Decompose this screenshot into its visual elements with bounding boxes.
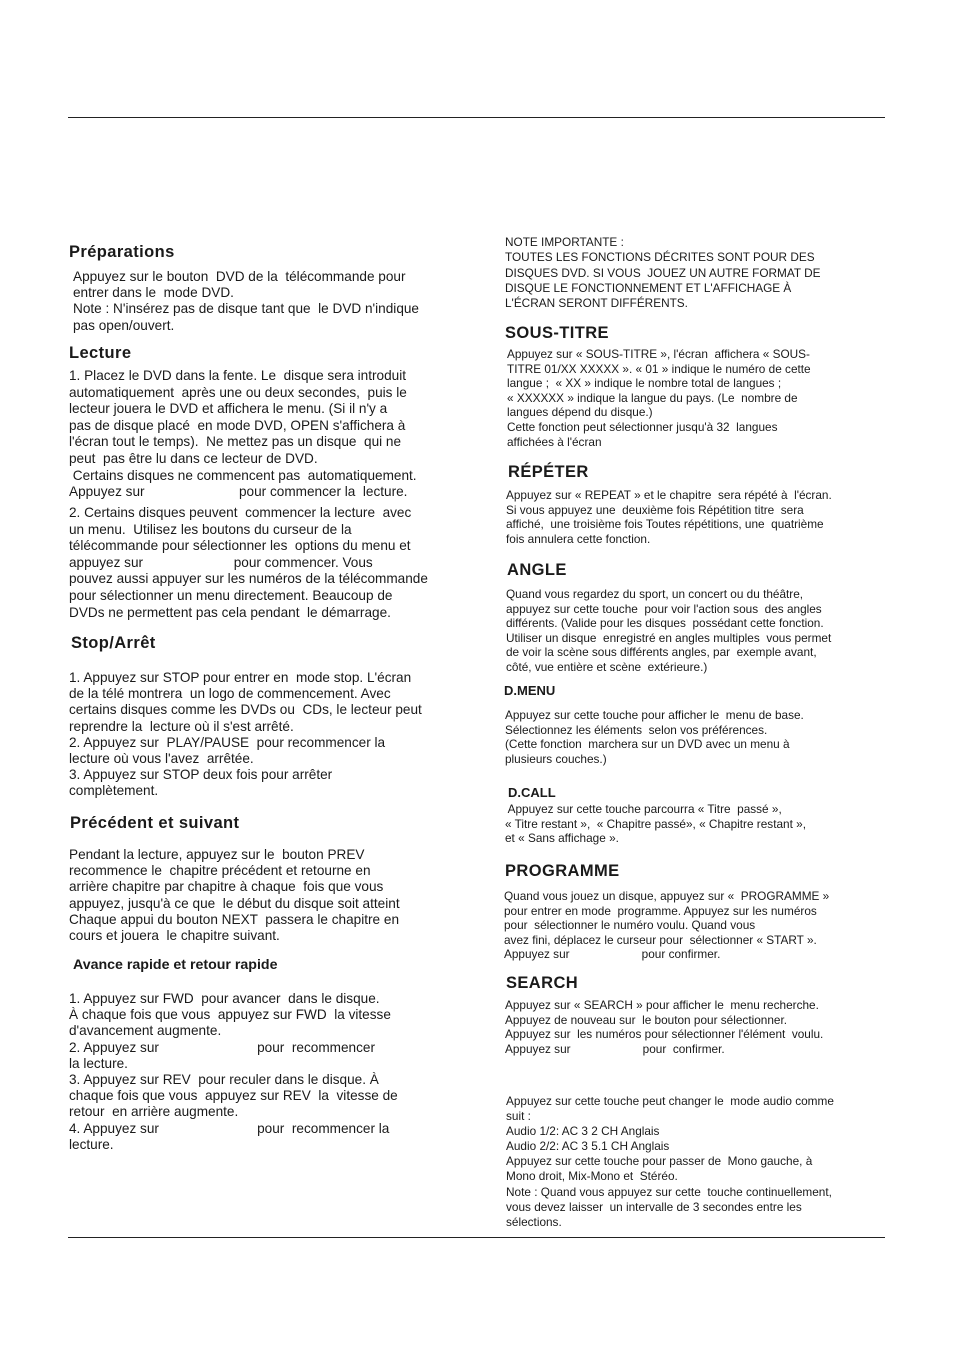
text-line: cours et jouera le chapitre suivant. bbox=[69, 927, 280, 943]
sous-titre-text bbox=[507, 349, 811, 451]
text-line: Mono droit, Mix-Mono et Stéréo. bbox=[506, 1169, 678, 1184]
text-line: reprendre la lecture où il s'est arrêté. bbox=[69, 718, 294, 734]
text-line: affiché, une troisième fois Toutes répétitions, une quatrième bbox=[506, 517, 824, 532]
text-line: Pendant la lecture, appuyez sur le bouton PREV bbox=[69, 847, 365, 862]
text-line: Appuyez sur pour commencer la lecture. bbox=[69, 484, 408, 500]
text-line: 1. Placez le DVD dans la fente. Le disque sera introduit bbox=[69, 368, 407, 383]
text-line: Note : N'insérez pas de disque tant que le DVD n'indique bbox=[73, 301, 419, 317]
text-line: affichées à l'écran bbox=[507, 434, 602, 449]
text-line: DISQUE LE FONCTIONNEMENT ET L'AFFICHAGE À bbox=[505, 280, 792, 295]
text-line: côté, vue entière et scène extérieure.) bbox=[506, 659, 708, 674]
text-line: suit : bbox=[506, 1109, 531, 1124]
text-line: langues dépend du disque.) bbox=[507, 405, 653, 420]
preparations-text bbox=[73, 270, 419, 335]
text-line: recommence le chapitre précédent et retourne en bbox=[69, 863, 371, 879]
text-line: pour sélectionner le numéro voulu. Quand vous bbox=[504, 918, 756, 933]
angle-text bbox=[506, 589, 831, 677]
text-line: Appuyez sur « REPEAT » et le chapitre sera répété à l'écran. bbox=[506, 488, 832, 502]
text-line: entrer dans le mode DVD. bbox=[73, 285, 234, 301]
text-line: DISQUES DVD. SI VOUS JOUEZ UN AUTRE FORMAT DE bbox=[505, 265, 821, 280]
text-line: Appuyez sur les numéros pour sélectionner l'élément voulu. bbox=[505, 1027, 824, 1042]
top-rule bbox=[68, 117, 885, 118]
text-line: Quand vous jouez un disque, appuyez sur « PROGRAMME » bbox=[504, 889, 830, 903]
heading-angle: ANGLE bbox=[507, 561, 567, 579]
text-line: vous devez laisser un intervalle de 3 secondes entre les bbox=[506, 1199, 802, 1214]
text-line: 3. Appuyez sur REV pour reculer dans le disque. À bbox=[69, 1071, 379, 1087]
heading-sous-titre: SOUS-TITRE bbox=[505, 324, 609, 342]
text-line: 1. Appuyez sur FWD pour avancer dans le disque. bbox=[69, 991, 380, 1006]
text-line: Appuyez sur le bouton DVD de la télécommande pour bbox=[73, 269, 406, 284]
lecture-text-2 bbox=[69, 506, 428, 622]
text-line: différents. (Valide pour les disques possédant cette fonction. bbox=[506, 616, 824, 631]
text-line: pouvez aussi appuyer sur les numéros de la télécommande bbox=[69, 571, 428, 587]
text-line: sélections. bbox=[506, 1214, 562, 1229]
text-line: télécommande pour sélectionner les options du menu et bbox=[69, 538, 411, 554]
text-line: pas de disque placé en mode DVD, OPEN s'affichera à bbox=[69, 417, 406, 433]
text-line: Audio 2/2: AC 3 5.1 CH Anglais bbox=[506, 1139, 670, 1154]
text-line: Si vous appuyez une deuxième fois Répétition titre sera bbox=[506, 502, 804, 517]
audio-text bbox=[506, 1096, 834, 1232]
search-text bbox=[505, 1000, 823, 1058]
text-line: lecteur jouera le DVD et affichera le menu. (Si il n'y a bbox=[69, 401, 388, 417]
heading-d-call: D.CALL bbox=[508, 785, 556, 800]
text-line: TOUTES LES FONCTIONS DÉCRITES SONT POUR DES bbox=[505, 250, 815, 265]
text-line: l'écran tout le temps). Ne mettez pas un disque qui ne bbox=[69, 434, 402, 450]
text-line: Certains disques ne commencent pas automatiquement. bbox=[69, 467, 417, 483]
text-line: « Titre restant », « Chapitre passé», « Chapitre restant », bbox=[505, 816, 806, 831]
text-line: et « Sans affichage ». bbox=[505, 831, 619, 846]
text-line: Appuyez sur cette touche pour afficher le menu de base. bbox=[505, 708, 804, 722]
lecture-text-1 bbox=[69, 369, 417, 502]
text-line: 2. Certains disques peuvent commencer la lecture avec bbox=[69, 505, 412, 520]
text-line: plusieurs couches.) bbox=[505, 751, 607, 766]
text-line: de voir la scène sous différents angles, par exemple avant, bbox=[506, 645, 817, 660]
text-line: Appuyez sur cette touche peut changer le mode audio comme bbox=[506, 1094, 834, 1108]
text-line: lecture où vous l'avez arrêtée. bbox=[69, 750, 254, 766]
text-line: Appuyez sur cette touche parcourra « Titre passé », bbox=[505, 802, 782, 816]
text-line: Quand vous regardez du sport, un concert ou du théâtre, bbox=[506, 587, 804, 601]
prev-next-text bbox=[69, 848, 400, 945]
text-line: NOTE IMPORTANTE : bbox=[505, 235, 624, 249]
stop-text bbox=[69, 671, 422, 801]
text-line: arrière chapitre par chapitre à chaque fois que vous bbox=[69, 879, 384, 895]
text-line: TITRE 01/XX XXXXX ». « 01 » indique le numéro de cette bbox=[507, 361, 811, 376]
heading-programme: PROGRAMME bbox=[505, 862, 620, 880]
text-line: d'avancement augmente. bbox=[69, 1023, 222, 1039]
text-line: Sélectionnez les éléments selon vos préférences. bbox=[505, 722, 768, 737]
d-menu-text bbox=[505, 710, 804, 768]
text-line: À chaque fois que vous appuyez sur FWD la vitesse bbox=[69, 1007, 391, 1023]
text-line: Appuyez sur pour confirmer. bbox=[505, 1041, 725, 1056]
text-line: pour sélectionner un menu directement. Beaucoup de bbox=[69, 587, 393, 603]
text-line: Appuyez de nouveau sur le bouton pour sélectionner. bbox=[505, 1012, 788, 1027]
text-line: DVDs ne permettent pas cela pendant le démarrage. bbox=[69, 604, 391, 620]
text-line: retour en arrière augmente. bbox=[69, 1104, 239, 1120]
important-note bbox=[505, 237, 821, 313]
programme-text bbox=[504, 891, 829, 964]
text-line: Utiliser un disque enregistré en angles multiples vous permet bbox=[506, 630, 832, 645]
text-line: 2. Appuyez sur pour recommencer bbox=[69, 1039, 375, 1055]
heading-repeter: RÉPÉTER bbox=[508, 463, 589, 481]
text-line: pour entrer en mode programme. Appuyez sur les numéros bbox=[504, 903, 817, 918]
text-line: 1. Appuyez sur STOP pour entrer en mode stop. L'écran bbox=[69, 670, 412, 685]
heading-prev-next: Précédent et suivant bbox=[70, 814, 240, 832]
text-line: fois annulera cette fonction. bbox=[506, 531, 651, 546]
text-line: appuyez sur pour commencer. Vous bbox=[69, 554, 373, 570]
text-line: Note : Quand vous appuyez sur cette touche continuellement, bbox=[506, 1184, 832, 1199]
text-line: 2. Appuyez sur PLAY/PAUSE pour recommencer la bbox=[69, 734, 386, 750]
heading-d-menu: D.MENU bbox=[504, 683, 556, 698]
text-line: la lecture. bbox=[69, 1055, 128, 1071]
heading-lecture: Lecture bbox=[69, 344, 132, 362]
text-line: Appuyez sur pour confirmer. bbox=[504, 947, 721, 962]
text-line: (Cette fonction marchera sur un DVD avec un menu à bbox=[505, 737, 790, 752]
text-line: 4. Appuyez sur pour recommencer la bbox=[69, 1120, 390, 1136]
text-line: pas open/ouvert. bbox=[73, 317, 175, 333]
text-line: Audio 1/2: AC 3 2 CH Anglais bbox=[506, 1124, 660, 1139]
text-line: chaque fois que vous appuyez sur REV la vitesse de bbox=[69, 1088, 398, 1104]
text-line: complètement. bbox=[69, 783, 159, 799]
text-line: peut pas être lu dans ce lecteur de DVD. bbox=[69, 450, 318, 466]
text-line: « XXXXXX » indique la langue du pays. (Le nombre de bbox=[507, 390, 798, 405]
text-line: lecture. bbox=[69, 1136, 114, 1152]
text-line: avez fini, déplacez le curseur pour sélectionner « START ». bbox=[504, 932, 817, 947]
heading-search: SEARCH bbox=[506, 974, 579, 992]
heading-fast: Avance rapide et retour rapide bbox=[73, 957, 278, 973]
bottom-rule bbox=[68, 1237, 885, 1238]
text-line: Appuyez sur cette touche pour passer de Mono gauche, à bbox=[506, 1154, 813, 1169]
text-line: Appuyez sur « SOUS-TITRE », l'écran affichera « SOUS- bbox=[507, 347, 810, 361]
text-line: un menu. Utilisez les boutons du curseur de la bbox=[69, 521, 352, 537]
repeter-text bbox=[506, 490, 832, 548]
text-line: L'ÉCRAN SERONT DIFFÉRENTS. bbox=[505, 296, 688, 311]
text-line: Chaque appui du bouton NEXT passera le chapitre en bbox=[69, 911, 400, 927]
text-line: Cette fonction peut sélectionner jusqu'à 32 langues bbox=[507, 419, 778, 434]
heading-preparations: Préparations bbox=[69, 243, 175, 261]
text-line: appuyez, jusqu'à ce que le début du disque soit atteint bbox=[69, 895, 400, 911]
text-line: certains disques comme les DVDs ou CDs, le lecteur peut bbox=[69, 702, 422, 718]
text-line: 3. Appuyez sur STOP deux fois pour arrêter bbox=[69, 767, 333, 783]
text-line: Appuyez sur « SEARCH » pour afficher le menu recherche. bbox=[505, 998, 819, 1012]
text-line: langue ; « XX » indique le nombre total de langues ; bbox=[507, 376, 782, 391]
text-line: appuyez sur cette touche pour voir l'action sous des angles bbox=[506, 601, 822, 616]
d-call-text bbox=[505, 804, 806, 848]
heading-stop: Stop/Arrêt bbox=[71, 634, 156, 652]
text-line: de la télé montrera un logo de commencement. Avec bbox=[69, 686, 391, 702]
text-line: automatiquement après une ou deux secondes, puis le bbox=[69, 384, 407, 400]
fast-text bbox=[69, 992, 398, 1154]
